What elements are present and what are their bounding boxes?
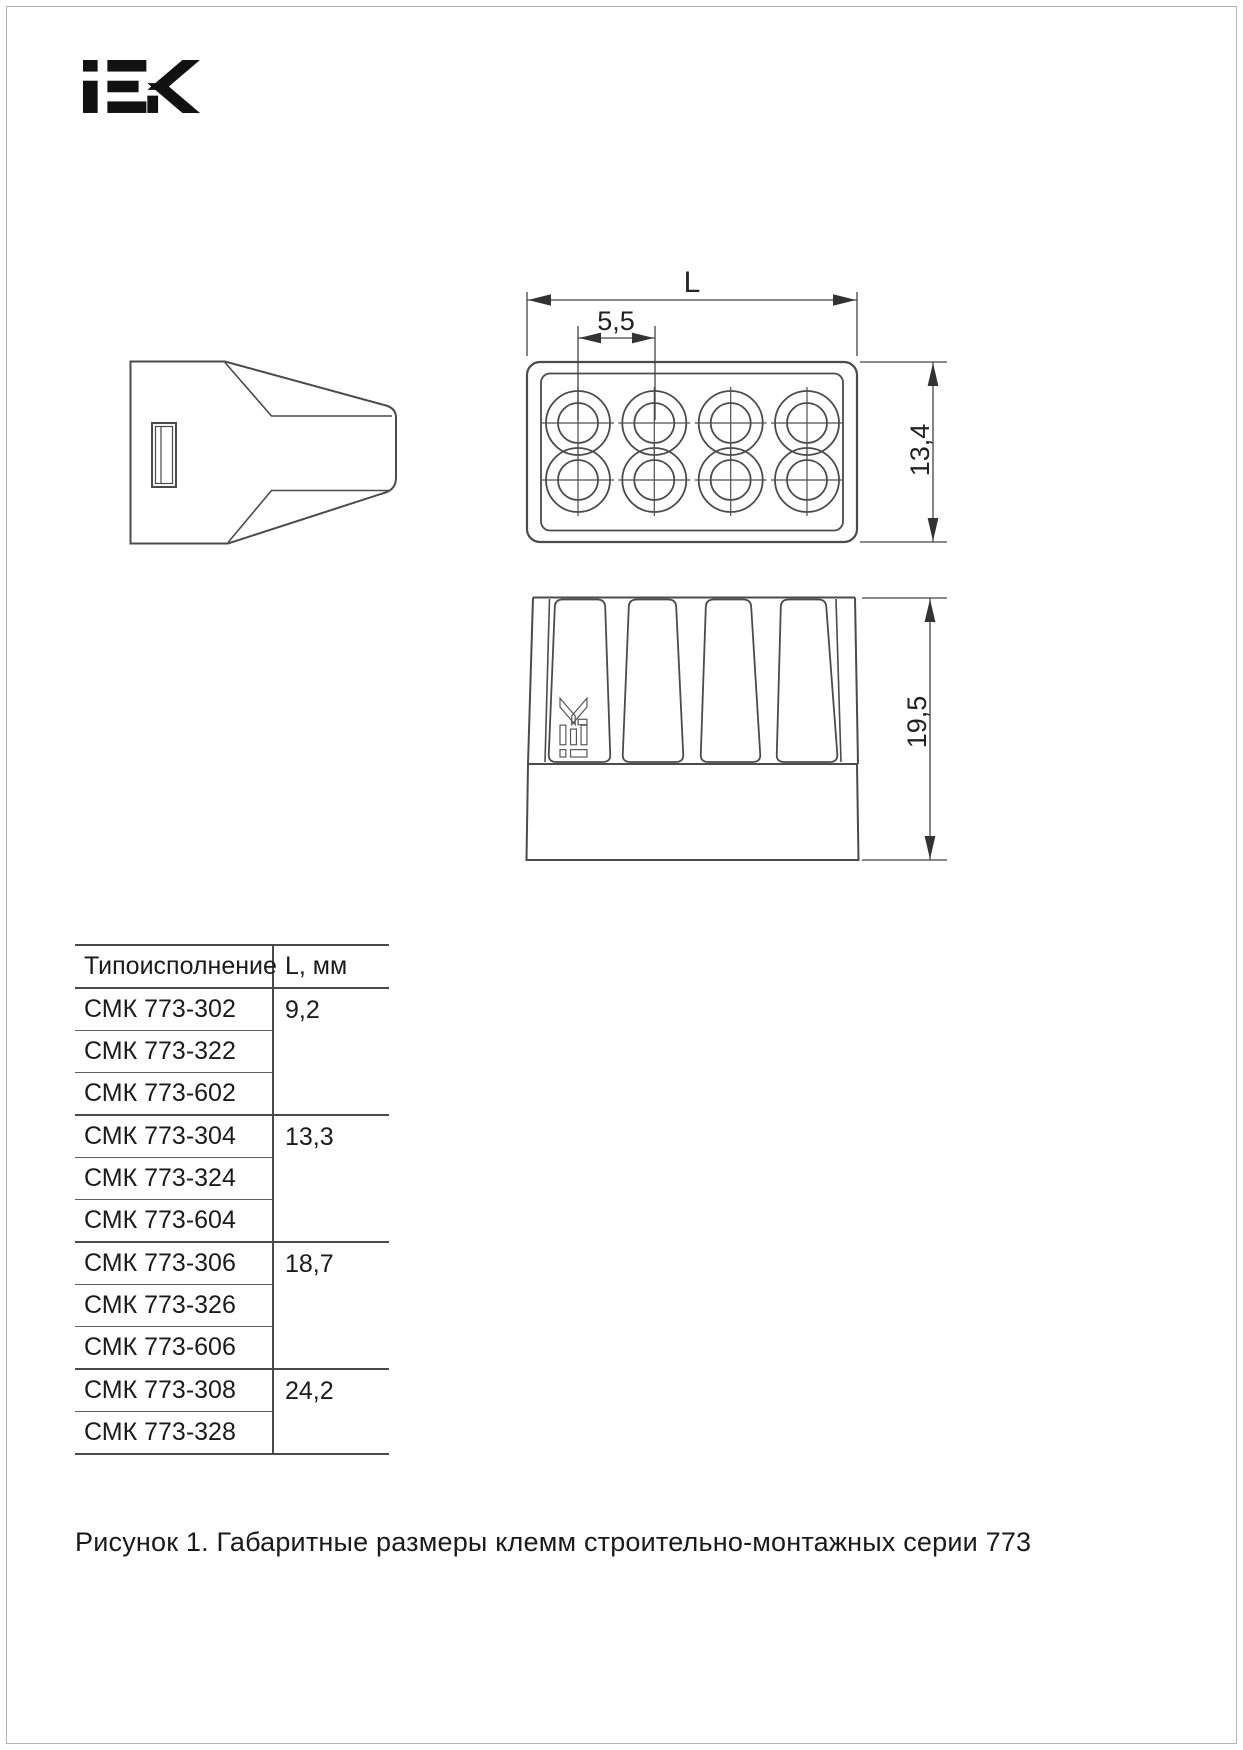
hole-crosshairs [542, 387, 843, 516]
front-view-inner-walls [545, 599, 841, 762]
iek-logo [83, 60, 200, 113]
arrow-down-icon [928, 518, 939, 541]
model-cell: СМК 773-302 [75, 988, 273, 1031]
top-view-drawing [527, 362, 857, 542]
column-header-type: Типоисполнение [75, 945, 273, 988]
dim-label-top-height: 13,4 [905, 423, 935, 477]
table-header-row [75, 945, 389, 988]
model-cell: СМК 773-328 [75, 1412, 273, 1455]
arrow-down-icon [925, 836, 936, 859]
model-cell: СМК 773-322 [75, 1031, 273, 1073]
model-cell: СМК 773-326 [75, 1285, 273, 1327]
arrow-right-icon [632, 333, 654, 344]
model-cell: СМК 773-602 [75, 1073, 273, 1116]
table-body [75, 988, 389, 1454]
arrow-right-icon [833, 294, 856, 305]
length-value-cell: 9,2 [273, 988, 389, 1115]
model-cell: СМК 773-606 [75, 1327, 273, 1370]
dim-label-front-height: 19,5 [902, 695, 932, 749]
dim-label-L: L [683, 266, 701, 299]
arrow-up-icon [928, 363, 939, 386]
lever-tabs [549, 600, 838, 763]
model-cell: СМК 773-306 [75, 1242, 273, 1285]
column-header-length: L, мм [273, 945, 389, 988]
model-cell: СМК 773-308 [75, 1369, 273, 1412]
table-row [75, 1369, 389, 1412]
length-value-cell: 24,2 [273, 1369, 389, 1454]
dimension-L [527, 292, 857, 356]
arrow-left-icon [528, 294, 551, 305]
front-view-drawing [527, 598, 859, 861]
model-cell: СМК 773-304 [75, 1115, 273, 1158]
top-view-inner-rim [541, 374, 843, 531]
arrow-up-icon [925, 599, 936, 622]
table-row [75, 1115, 389, 1158]
side-view-slot-inner [156, 427, 173, 484]
side-view-chamfer-top [225, 363, 392, 417]
model-cell: СМК 773-604 [75, 1200, 273, 1243]
figure-caption: Рисунок 1. Габаритные размеры клемм строительно-монтажных серии 773 [75, 1527, 1032, 1557]
table-row [75, 988, 389, 1031]
dim-label-pitch: 5,5 [597, 306, 635, 336]
side-view-outline [131, 362, 397, 544]
side-view-drawing [131, 362, 397, 544]
length-value-cell: 13,3 [273, 1115, 389, 1242]
iek-logo-embossed [560, 698, 587, 757]
length-value-cell: 18,7 [273, 1242, 389, 1369]
model-cell: СМК 773-324 [75, 1158, 273, 1200]
wire-holes [546, 391, 839, 512]
table-row [75, 1242, 389, 1285]
size-table [75, 944, 389, 1455]
